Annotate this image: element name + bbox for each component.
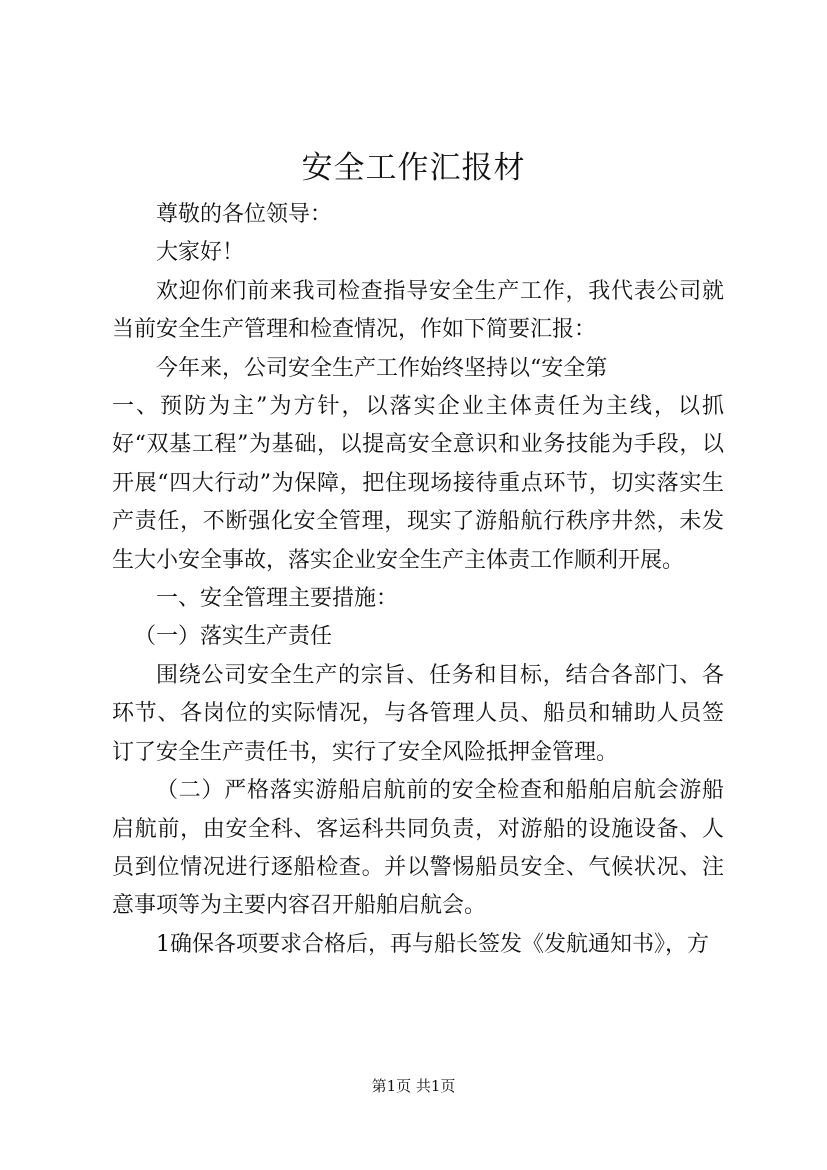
page-footer: 第1页 共1页: [371, 1077, 456, 1095]
salutation: 尊敬的各位领导：: [156, 202, 333, 227]
document-title: 安全工作汇报材: [301, 150, 526, 186]
document-body: [112, 196, 724, 964]
paragraph-inspection: （二）严格落实游船启航前的安全检查和船舶启航会游船启航前，由安全科、客运科共同负责，对游船的设施设备、人员到位情况进行逐船检查。并以警惕船员安全、气候状况、注意事项等为主要内容召开船舶启航会。: [112, 778, 724, 919]
subsection-heading-responsibility: （一）落实生产责任: [134, 624, 333, 650]
paragraph-policy: 一、预防为主”为方针，以落实企业主体责任为主线，以抓好“双基工程”为基础，以提高安全意识和业务技能为手段，以开展“四大行动”为保障，把住现场接待重点环节，切实落实生产责任，不断强化安全管理，现实了游船航行秩序井然，未发生大小安全事故，落实企业安全生产主体责工作顺利开展。: [112, 394, 724, 573]
greeting: 大家好！: [156, 240, 245, 266]
paragraph-item-1: 1确保各项要求合格后，再与船长签发《发航通知书》，方: [156, 931, 709, 957]
paragraph-intro: 今年来，公司安全生产工作始终坚持以“安全第: [156, 355, 608, 381]
paragraph-responsibility: 围绕公司安全生产的宗旨、任务和目标，结合各部门、各环节、各岗位的实际情况，与各管理人员、船员和辅助人员签订了安全生产责任书，实行了安全风险抵押金管理。: [112, 662, 724, 765]
paragraph-welcome: 欢迎你们前来我司检查指导安全生产工作，我代表公司就当前安全生产管理和检查情况，作如下简要汇报：: [112, 278, 724, 343]
section-heading-measures: 一、安全管理主要措施：: [156, 586, 399, 612]
